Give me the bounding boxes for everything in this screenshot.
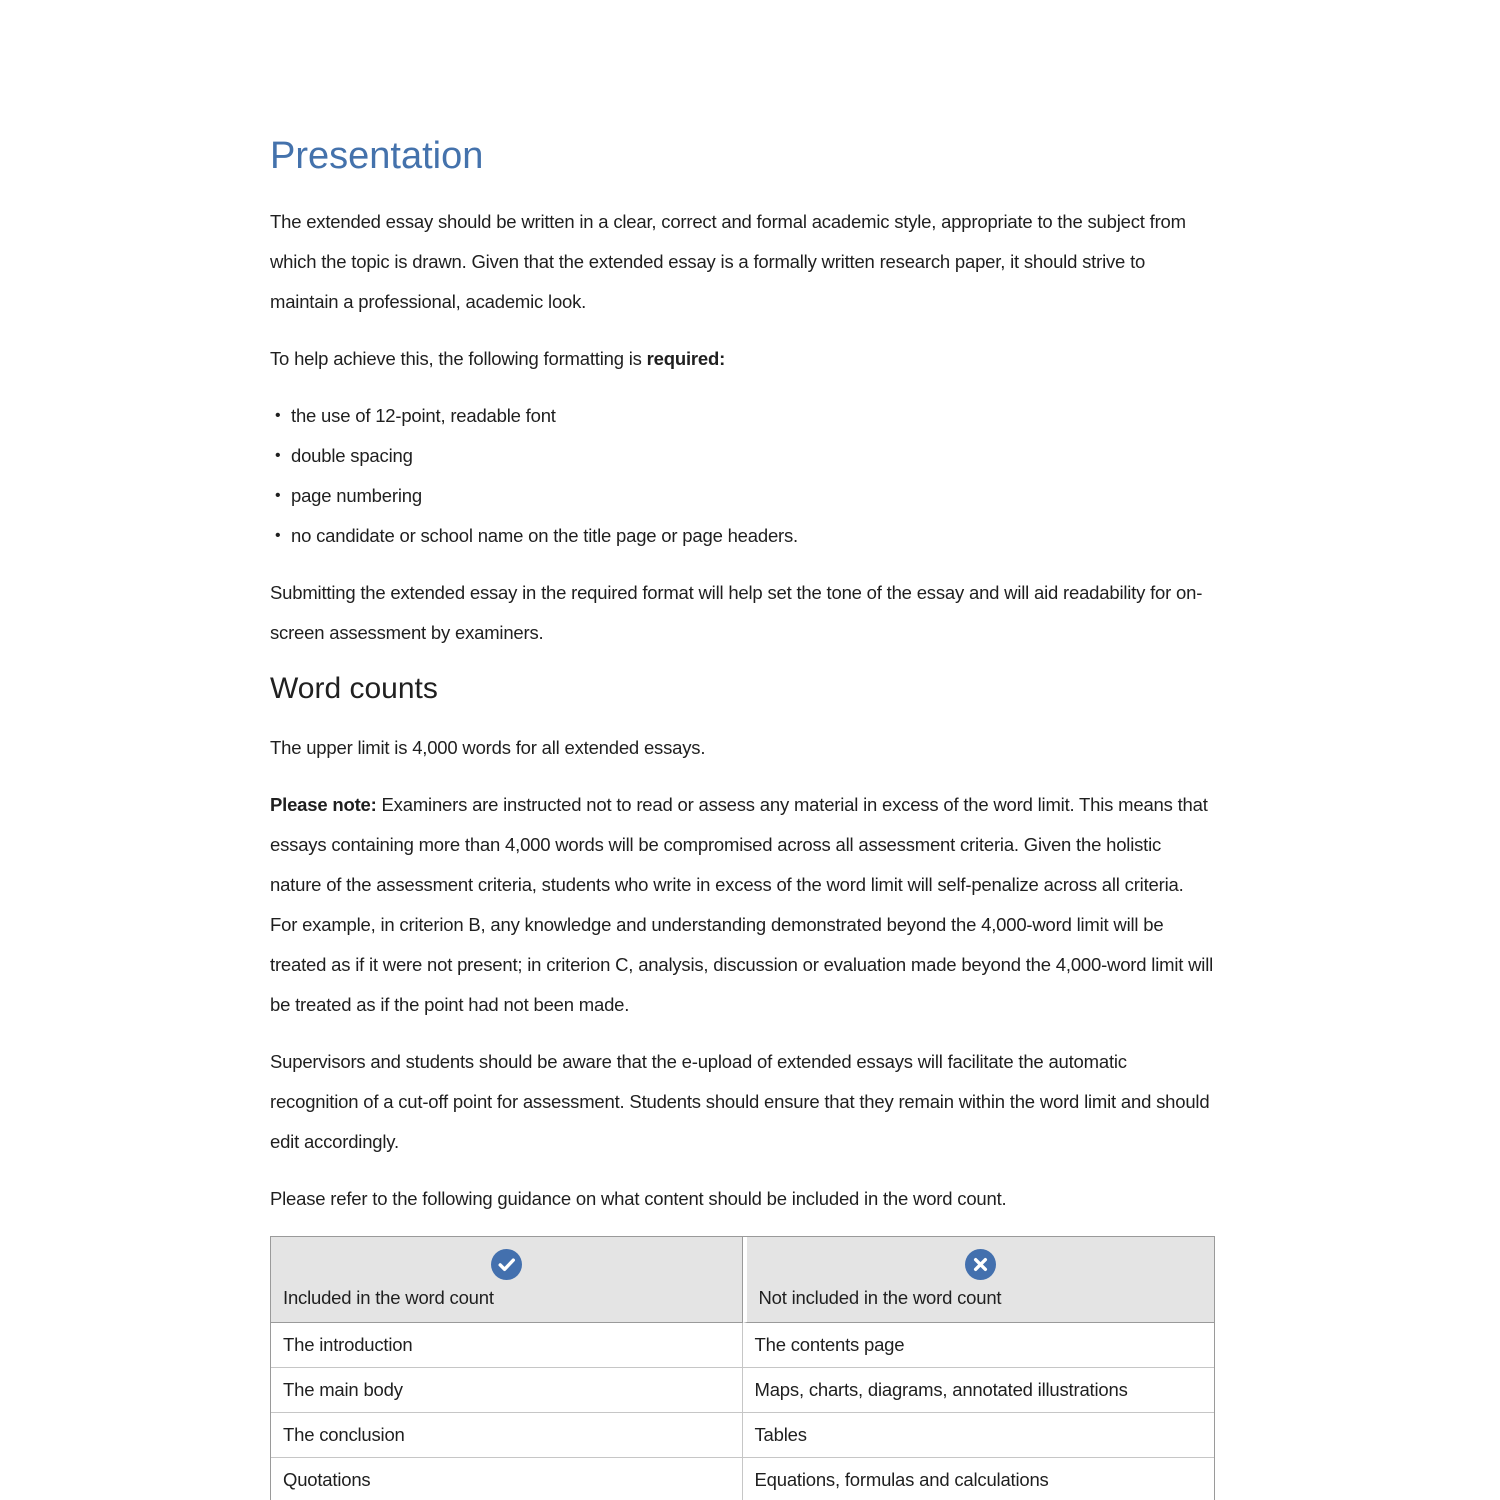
- list-item: • page numbering: [291, 476, 1215, 516]
- table-row: [271, 1413, 1214, 1458]
- submitting-paragraph: Submitting the extended essay in the required format will help set the tone of the essay and will aid readability for on-screen assessment by examiners.: [270, 582, 1203, 643]
- word-count-table: [270, 1236, 1215, 1500]
- not-included-cell: The contents page: [743, 1323, 1215, 1368]
- supervisors-paragraph: Supervisors and students should be aware that the e-upload of extended essays will facilitate the automatic recognition of a cut-off point for assessment. Students should ensure that they remain within the word limit and should edit accordingly.: [270, 1051, 1210, 1152]
- list-item: • double spacing: [291, 436, 1215, 476]
- page-title: Presentation: [270, 135, 484, 177]
- formatting-lead-text: To help achieve this, the following formatting is: [270, 348, 647, 369]
- table-row: [271, 1458, 1214, 1500]
- word-counts-heading: Word counts: [270, 672, 438, 705]
- please-note-body: Examiners are instructed not to read or assess any material in excess of the word limit. This means that essays containing more than 4,000 words will be compromised across all assessment criteria. Given the holistic nature of the assessment criteria, students who write in excess of the word limit will self-penalize across all criteria. For example, in criterion B, any knowledge and understanding demonstrated beyond the 4,000-word limit will be treated as if it were not present; in criterion C, analysis, discussion or evaluation made beyond the 4,000-word limit will be treated as if the point had not been made.: [270, 794, 1214, 1015]
- table-row: [271, 1323, 1214, 1368]
- not-included-cell: Tables: [743, 1413, 1215, 1458]
- please-note-paragraph: [270, 785, 1215, 1025]
- included-cell: The introduction: [271, 1323, 743, 1368]
- included-header-label: Included in the word count: [283, 1287, 494, 1308]
- upper-limit-paragraph: The upper limit is 4,000 words for all extended essays.: [270, 737, 706, 758]
- included-cell: The main body: [271, 1368, 743, 1413]
- not-included-cell: Equations, formulas and calculations: [743, 1458, 1215, 1500]
- table-header-row: [271, 1237, 1214, 1323]
- formatting-lead-paragraph: [270, 339, 1215, 379]
- refer-paragraph: Please refer to the following guidance on what content should be included in the word count.: [270, 1188, 1007, 1209]
- please-note-label: Please note:: [270, 794, 377, 815]
- table-row: [271, 1368, 1214, 1413]
- formatting-requirements-list: [270, 396, 1215, 556]
- not-included-cell: Maps, charts, diagrams, annotated illustrations: [743, 1368, 1215, 1413]
- included-cell: The conclusion: [271, 1413, 743, 1458]
- included-header-cell: [271, 1237, 743, 1323]
- not-included-header-label: Not included in the word count: [758, 1287, 1002, 1308]
- check-circle-icon: [283, 1249, 730, 1280]
- not-included-header-cell: [743, 1237, 1215, 1323]
- intro-paragraph: The extended essay should be written in a clear, correct and formal academic style, appropriate to the subject from which the topic is drawn. Given that the extended essay is a formally written research paper, it should strive to maintain a professional, academic look.: [270, 211, 1186, 312]
- x-circle-icon: [759, 1249, 1203, 1280]
- required-emphasis: required:: [646, 348, 726, 369]
- list-item: • the use of 12-point, readable font: [291, 396, 1215, 436]
- list-item: • no candidate or school name on the title page or page headers.: [291, 516, 1215, 556]
- included-cell: Quotations: [271, 1458, 743, 1500]
